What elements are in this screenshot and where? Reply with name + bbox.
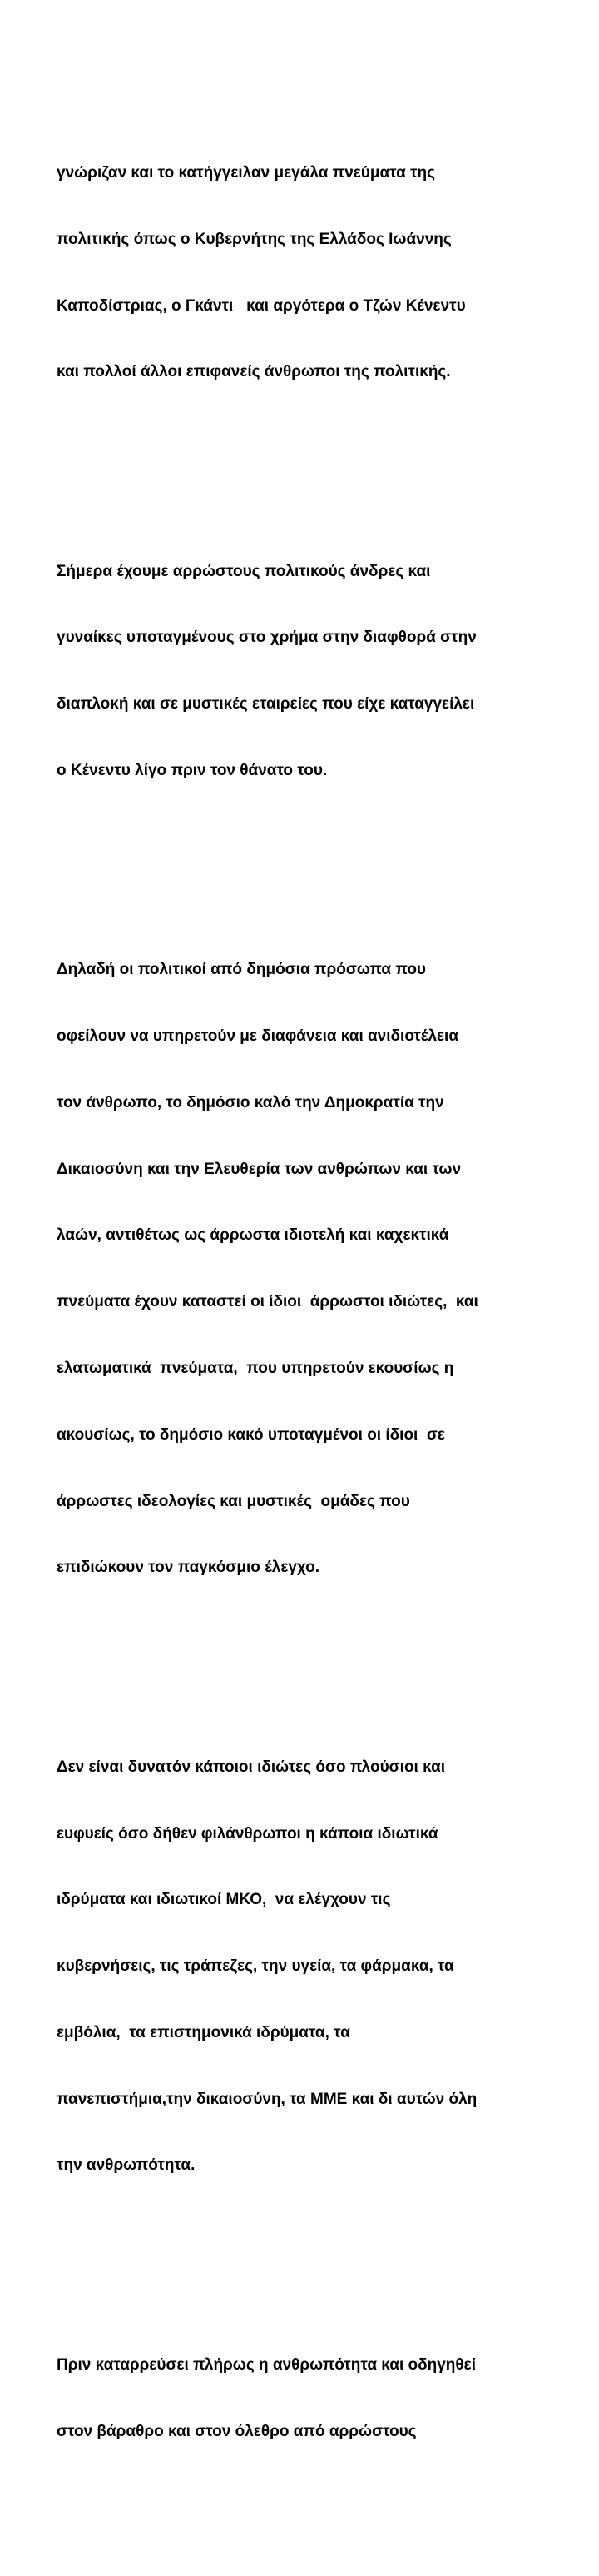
text-line: πολιτικής όπως ο Κυβερνήτης της Ελλάδος Ιωάννης (57, 230, 452, 248)
text-line: κυβερνήσεις, τις τράπεζες, την υγεία, τα φάρμακα, τα (57, 1957, 454, 1976)
paragraph-1 (57, 118, 556, 428)
text-line: γνώριζαν και το κατήγγειλαν μεγάλα πνεύματα της (57, 163, 436, 182)
text-line: επιδιώκουν τον παγκόσμιο έλεγχο. (57, 1559, 320, 1577)
paragraph-5 (57, 2310, 556, 2488)
text-line: διαπλοκή και σε μυστικές εταιρείες που είχε καταγγείλει (57, 695, 475, 714)
text-line: πνεύματα έχουν καταστεί οι ίδιοι άρρωστοι ιδιώτες, και (57, 1293, 478, 1311)
text-line: Δικαιοσύνη και την Ελευθερία των ανθρώπων και των (57, 1160, 462, 1178)
text-line: ιδρύματα και ιδιωτικοί ΜΚΟ, να ελέγχουν τις (57, 1891, 391, 1909)
text-line: πανεπιστήμια,την δικαιοσύνη, τα ΜΜΕ και δι αυτών όλη (57, 2090, 478, 2108)
text-line: τον άνθρωπο, το δημόσιο καλό την Δημοκρατία την (57, 1093, 444, 1111)
text-line: γυναίκες υποταγμένους στο χρήμα στην διαφθορά στην (57, 629, 477, 647)
text-line: Σήμερα έχουμε αρρώστους πολιτικούς άνδρες και (57, 562, 431, 580)
text-line: λαών, αντιθέτως ως άρρωστα ιδιοτελή και καχεκτικά (57, 1226, 449, 1245)
text-line: Δηλαδή οι πολιτικοί από δημόσια πρόσωπα που (57, 961, 426, 979)
text-line: εμβόλια, τα επιστημονικά ιδρύματα, τα (57, 2023, 350, 2041)
text-line: ο Κένεντυ λίγο πριν τον θάνατο του. (57, 762, 328, 779)
document-body (57, 52, 556, 2576)
text-line: Καποδίστριας, ο Γκάντι και αργότερα ο Τζών Κένεντυ (57, 296, 466, 315)
text-line: οφείλουν να υπηρετούν με διαφάνεια και ανιδιοτέλεια (57, 1027, 459, 1046)
paragraph-3 (57, 915, 556, 1624)
text-line: ευφυείς όσο δήθεν φιλάνθρωποι η κάποια ιδιωτικά (57, 1824, 438, 1842)
text-line: στον βάραθρο και στον όλεθρο από αρρώστους (57, 2422, 417, 2440)
paragraph-2 (57, 516, 556, 826)
text-line: την ανθρωπότητα. (57, 2156, 196, 2175)
text-line: Πριν καταρρεύσει πλήρως η ανθρωπότητα και οδηγηθεί (57, 2355, 476, 2374)
text-line: και πολλοί άλλοι επιφανείς άνθρωποι της πολιτικής. (57, 363, 451, 381)
paragraph-4 (57, 1713, 556, 2222)
text-line: άρρωστες ιδεολογίες και μυστικές ομάδες που (57, 1492, 410, 1510)
text-line: ακουσίως, το δημόσιο κακό υποταγμένοι οι ίδιοι σε (57, 1425, 445, 1444)
text-line: ελατωματικά πνεύματα, που υπηρετούν εκουσίως η (57, 1360, 454, 1378)
text-line: Δεν είναι δυνατόν κάποιοι ιδιώτες όσο πλούσιοι και (57, 1758, 446, 1776)
